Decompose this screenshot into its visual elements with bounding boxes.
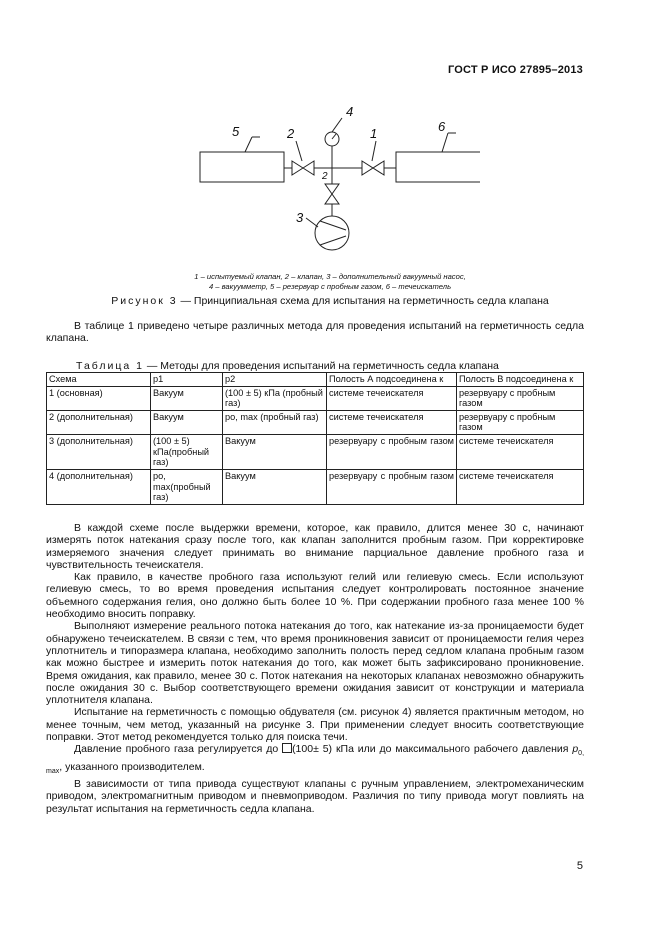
table-cell: (100 ± 5) кПа (пробный газ) [223, 386, 327, 410]
table-cell: (100 ± 5) кПа(пробный газ) [151, 434, 223, 469]
label-3: 3 [296, 210, 304, 225]
table-cell: резервуару с пробным газом [457, 386, 584, 410]
label-2: 2 [287, 126, 295, 141]
methods-table [46, 372, 584, 505]
valve-2-symbol [292, 161, 314, 175]
paragraph-2: Как правило, в качестве пробного газа используют гелий или гелиевую смесь. Если используют гелиевую смесь, то во время проведения испытания следует контролировать постоянное значение объемного содержания гелия, оно должно быть более 10 %. При содержании пробного газа менее 100 % необходимо вносить поправку. [46, 571, 584, 621]
table-header-cell: Схема [47, 373, 151, 387]
table-row [47, 386, 584, 410]
table-title-prefix: Таблица 1 [76, 360, 144, 372]
paragraph-5: Давление пробного газа регулируется до (100± 5) кПа или до максимального рабочего давления $p_{0, max}$, указанного производителем. [46, 743, 585, 775]
table-cell: системе течеискателя [327, 386, 457, 410]
paragraph-4: Испытание на герметичность с помощью обдувателя (см. рисунок 4) является практичным методом, но менее точным, чем метод, указанный на рисунке 3. При применении следует вносить соответствующие поправки. Этот метод рекомендуется только для поиска течи. [46, 706, 584, 744]
table-header-cell: p1 [151, 373, 223, 387]
table-header-cell: p2 [223, 373, 327, 387]
table-cell: 2 (дополнительная) [47, 410, 151, 434]
intro-paragraph: В таблице 1 приведено четыре различных метода для проведения испытаний на герметичность седла клапана. [46, 320, 584, 345]
table-cell: Вакуум [223, 469, 327, 504]
label-5: 5 [232, 124, 240, 139]
table-header-cell: Полость А подсоединена к [327, 373, 457, 387]
table-title-text: — Методы для проведения испытаний на герметичность седла клапана [143, 360, 499, 372]
label-4: 4 [346, 104, 354, 119]
table-cell: 4 (дополнительная) [47, 469, 151, 504]
table-cell: 1 (основная) [47, 386, 151, 410]
paragraph-3: Выполняют измерение реального потока натекания до того, как натекание из-за проницаемости будет обнаружено течеискателем. В связи с тем, что время проникновения зависит от проницаемости гелия через уплотнитель и типоразмера клапана, необходимо заполнить полость перед седлом клапана пробным газом как можно быстрее и измерить поток натекания до того, как может быть зафиксировано проникновение. Время ожидания, как правило, менее 30 с. Поток натекания на некоторых клапанах невозможно обнаружить после ожидания 30 с. Выбор соответствующего времени ожидания зависит от конструкции и материала уплотнителя клапана. [46, 620, 584, 707]
figure-title-prefix: Рисунок 3 [111, 295, 178, 307]
table-cell: резервуару с пробным газом [327, 469, 457, 504]
test-scheme-diagram [190, 100, 480, 270]
table-cell: резервуару с пробным газом [327, 434, 457, 469]
table-cell: резервуару с пробным газом [457, 410, 584, 434]
leak-detector-box [396, 152, 480, 182]
figure-title-text: — Принципиальная схема для испытания на герметичность седла клапана [177, 295, 549, 307]
table-row [47, 469, 584, 504]
table-cell: Вакуум [223, 434, 327, 469]
table-cell: 3 (дополнительная) [47, 434, 151, 469]
table-cell: po, max(пробный газ) [151, 469, 223, 504]
table-cell: системе течеискателя [457, 434, 584, 469]
table-cell: системе течеискателя [327, 410, 457, 434]
figure-legend-line-1: 1 – испытуемый клапан, 2 – клапан, 3 – дополнительный вакуумный насос, [194, 272, 466, 281]
table-header-row [47, 373, 584, 387]
figure-title [40, 295, 620, 307]
figure-legend-line-2: 4 – вакуумметр, 5 – резервуар с пробным газом, 6 – течеискатель [208, 282, 452, 291]
document-code: ГОСТ Р ИСО 27895–2013 [447, 64, 583, 76]
label-2b: 2 [322, 171, 328, 182]
table-cell: Вакуум [151, 386, 223, 410]
paragraph-6: В зависимости от типа привода существуют клапаны с ручным управлением, электромеханическим приводом, электромагнитным приводом и пневмоприводом. Различия по типу привода могут повлиять на результат испытания на герметичность седла клапана. [46, 778, 584, 815]
table-title [76, 360, 499, 372]
table-row [47, 410, 584, 434]
body-text [46, 522, 584, 815]
reservoir-box [200, 152, 284, 182]
placeholder-box-icon [282, 743, 292, 753]
table-cell: po, max (пробный газ) [223, 410, 327, 434]
label-6: 6 [438, 119, 446, 134]
table-header-cell: Полость В подсоединена к [457, 373, 584, 387]
label-1: 1 [370, 126, 378, 141]
paragraph-1: В каждой схеме после выдержки времени, которое, как правило, длится менее 30 с, начинают измерять поток натекания сразу после того, как клапан заполнится пробным газом. При корректировке измеряемого значения следует принимать во внимание парциальное давление пробного газа и чувствительность течеискателя. [46, 522, 584, 571]
valve-1-symbol [362, 161, 384, 175]
table-cell: Вакуум [151, 410, 223, 434]
table-cell: системе течеискателя [457, 469, 584, 504]
table-row [47, 434, 584, 469]
page-number: 5 [576, 860, 583, 872]
valve-lower-symbol [325, 184, 339, 204]
